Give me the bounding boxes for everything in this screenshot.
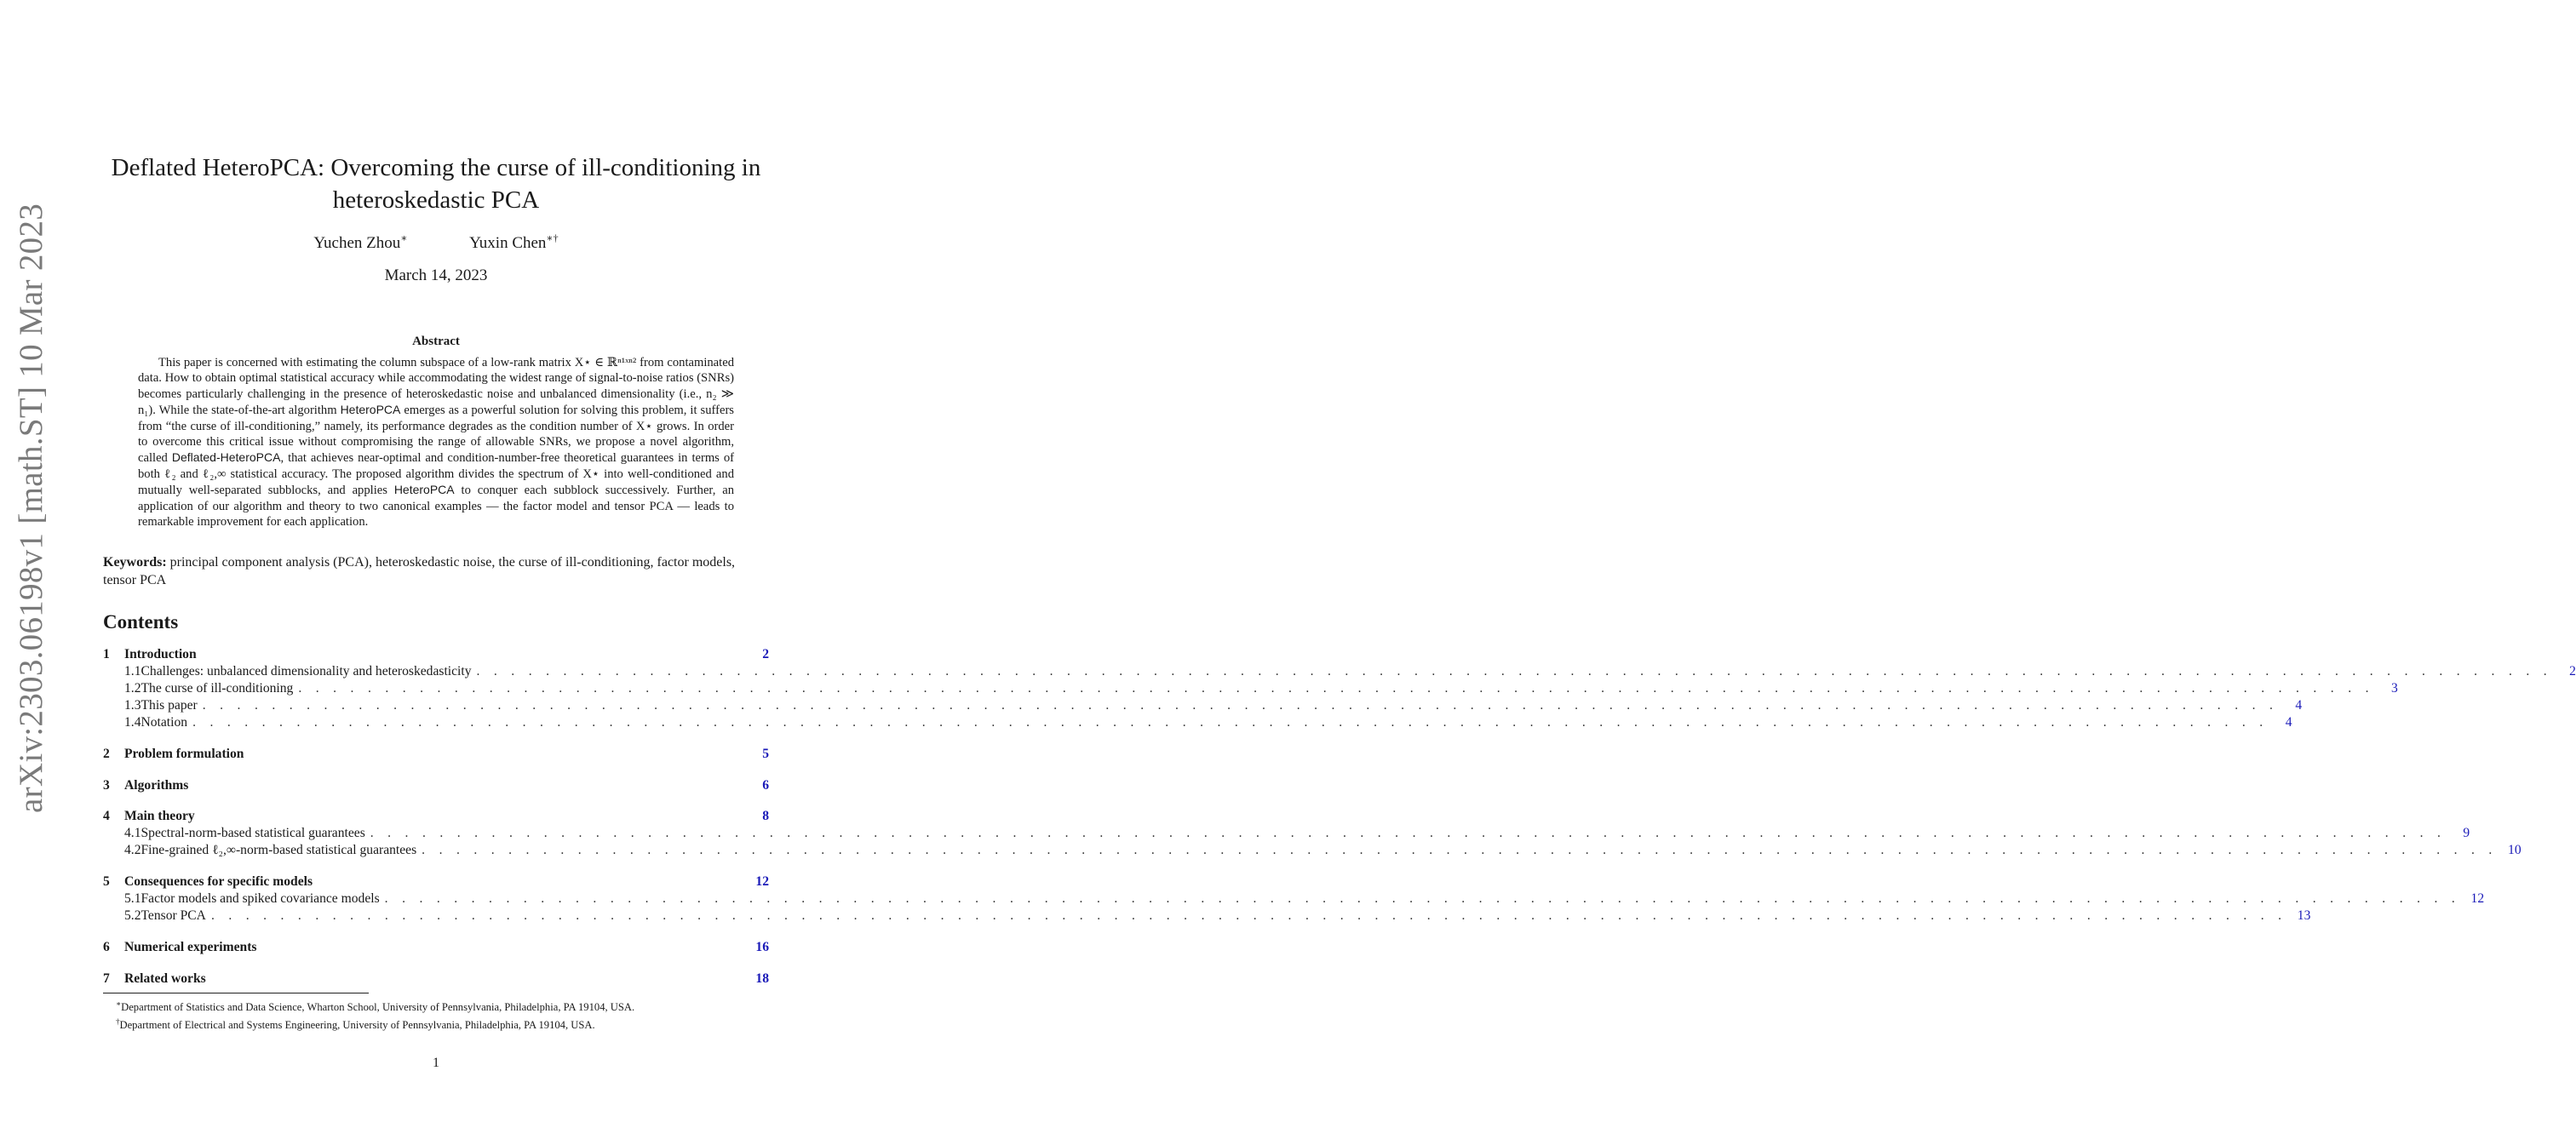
toc-section-number: 5 xyxy=(103,874,110,890)
author-1-name: Yuchen Zhou xyxy=(313,234,401,253)
toc-section[interactable] xyxy=(103,940,769,957)
algorithm-name-heteropca: HeteroPCA xyxy=(340,403,401,417)
abstract-heading: Abstract xyxy=(412,335,460,348)
toc-section[interactable] xyxy=(103,874,769,891)
toc-page-link[interactable]: 18 xyxy=(755,971,769,986)
toc-leader-dots: . . . . . . . . . . . . . . . . . . . . . . . . . . . . . . . . . . . . . . . . . . . . . . . . . . . . . . . . . . . . . . . . . . . . . . . . . . . . . . . . . . . . . . . . . . . . . . . . . . . . . . . . . . . . . . . . . . . . . . . . xyxy=(298,681,2374,696)
toc-page-link[interactable]: 2 xyxy=(2569,664,2576,679)
toc-leader-dots: . . . . . . . . . . . . . . . . . . . . . . . . . . . . . . . . . . . . . . . . . . . . . . . . . . . . . . . . . . . . . . . . . . . . . . . . . . . . . . . . . . . . . . . . . . . . . . . . . . . . . . . . . . . . . . . . . . . . . . . . xyxy=(422,843,2498,858)
toc-section[interactable] xyxy=(103,778,769,795)
keywords-text: principal component analysis (PCA), heteroskedastic noise, the curse of ill-conditioning, factor models, tensor PCA xyxy=(103,555,736,587)
toc-leader-dots: . . . . . . . . . . . . . . . . . . . . . . . . . . . . . . . . . . . . . . . . . . . . . . . . . . . . . . . . . . . . . . . . . . . . . . . . . . . . . . . . . . . . . . . . . . . . . . . . . . . . . . . . . . . . . . . . . . . . . . . . xyxy=(476,664,2552,679)
toc-subsection-title[interactable]: Challenges: unbalanced dimensionality and heteroskedasticity xyxy=(141,664,472,679)
toc-page-link[interactable]: 16 xyxy=(755,939,769,954)
toc-page-link[interactable]: 2 xyxy=(762,647,769,661)
abstract-part-1: This paper is concerned with estimating the column subspace of a low-rank matrix X⋆ ∈ ℝⁿ¹ˣⁿ² from contaminated data. How to obtain optimal statistical accuracy while accommodating the widest range of signal-to-noise ratios (SNRs) becomes particularly challenging in the presence of heteroskedastic noise and unbalanced dimensionality (i.e., n₂ ≫ n₁). While the state-of-the-art algorithm xyxy=(138,356,734,418)
page-number: 1 xyxy=(433,1056,439,1070)
toc-subsection[interactable] xyxy=(103,664,2576,681)
toc-section-title[interactable]: Introduction xyxy=(124,647,197,661)
toc-subsection[interactable] xyxy=(103,715,2292,732)
toc-subsection[interactable] xyxy=(103,681,2398,698)
toc-page-link[interactable]: 13 xyxy=(2297,908,2311,924)
toc-section-title[interactable]: Related works xyxy=(124,971,206,986)
author-1-marks: ∗ xyxy=(400,232,408,244)
toc-page-link[interactable]: 8 xyxy=(762,809,769,824)
toc-page-link[interactable]: 12 xyxy=(755,874,769,890)
toc-subsection-number: 1.2 xyxy=(124,681,141,696)
author-list xyxy=(0,232,872,253)
algorithm-name-heteropca-2: HeteroPCA xyxy=(393,483,455,497)
toc-page-link[interactable]: 4 xyxy=(2295,698,2303,713)
toc-page-link[interactable]: 6 xyxy=(762,777,769,793)
toc-page-link[interactable]: 9 xyxy=(2463,826,2470,841)
toc-section[interactable] xyxy=(103,647,769,664)
toc-page-link[interactable]: 10 xyxy=(2508,843,2521,858)
toc-section[interactable] xyxy=(103,747,769,764)
toc-section-number: 6 xyxy=(103,939,110,954)
toc-leader-dots: . . . . . . . . . . . . . . . . . . . . . . . . . . . . . . . . . . . . . . . . . . . . . . . . . . . . . . . . . . . . . . . . . . . . . . . . . . . . . . . . . . . . . . . . . . . . . . . . . . . . . . . . . . . . . . . . . . . . . . . . xyxy=(370,826,2447,841)
keywords xyxy=(103,553,769,589)
toc-subsection-title[interactable]: Factor models and spiked covariance models xyxy=(141,891,380,907)
toc-subsection[interactable] xyxy=(103,843,2521,860)
toc-section-number: 4 xyxy=(103,809,110,824)
toc-subsection-number: 4.1 xyxy=(124,826,141,841)
toc-subsection-number: 5.2 xyxy=(124,908,141,924)
toc-subsection-title[interactable]: Fine-grained ℓ₂,∞-norm-based statistical guarantees xyxy=(141,843,417,858)
toc-section-number: 2 xyxy=(103,746,110,761)
abstract-part-4: to conquer each subblock successively. Further, an application of our algorithm and theory to two canonical examples — the factor model and tensor PCA — leads to remarkable improvement for each application. xyxy=(138,484,735,530)
toc-subsection[interactable] xyxy=(103,908,2311,925)
contents-heading: Contents xyxy=(103,611,179,633)
footnote-1-text: Department of Statistics and Data Science, Wharton School, University of Pennsylvania, Philadelphia, PA 19104, USA. xyxy=(121,1001,635,1014)
keywords-label: Keywords: xyxy=(103,555,167,570)
toc-section[interactable] xyxy=(103,971,769,988)
toc-subsection-title[interactable]: This paper xyxy=(141,698,198,713)
toc-subsection[interactable] xyxy=(103,826,2470,843)
abstract-part-2: emerges as a powerful solution for solving this problem, it suffers from “the curse of ill-conditioning,” namely, its performance degrades as the condition number of X⋆ grows. In order to overcome this critical issue without compromising the range of allowable SNRs, we propose a novel algorithm, called xyxy=(138,404,734,466)
toc-subsection-title[interactable]: Notation xyxy=(141,715,188,730)
footnote-1-mark: ∗ xyxy=(116,999,122,1008)
toc-page-link[interactable]: 4 xyxy=(2285,715,2292,730)
toc-subsection-number: 1.3 xyxy=(124,698,141,713)
toc-subsection-title[interactable]: The curse of ill-conditioning xyxy=(141,681,294,696)
toc-subsection-number: 1.4 xyxy=(124,715,141,730)
toc-section-number: 1 xyxy=(103,647,110,661)
toc-subsection[interactable] xyxy=(103,891,2485,908)
author-1 xyxy=(313,234,407,252)
abstract-body xyxy=(138,355,734,530)
author-2-name: Yuxin Chen xyxy=(469,234,547,253)
table-of-contents xyxy=(103,647,2576,988)
author-2-marks: ∗† xyxy=(546,232,559,244)
toc-leader-dots: . . . . . . . . . . . . . . . . . . . . . . . . . . . . . . . . . . . . . . . . . . . . . . . . . . . . . . . . . . . . . . . . . . . . . . . . . . . . . . . . . . . . . . . . . . . . . . . . . . . . . . . . . . . . . . . . . . . . . . . . xyxy=(384,891,2461,907)
footnote-1 xyxy=(116,997,780,1015)
toc-section-title[interactable]: Algorithms xyxy=(124,777,189,793)
abstract-part-3: , that achieves near-optimal and condition-number-free theoretical guarantees in terms of both ℓ₂ and ℓ₂,∞ statistical accuracy. The proposed algorithm divides the spectrum of X⋆ into well-conditioned and mutually well-separated subblocks, and applies xyxy=(138,451,734,498)
toc-subsection-number: 5.1 xyxy=(124,891,141,907)
toc-leader-dots: . . . . . . . . . . . . . . . . . . . . . . . . . . . . . . . . . . . . . . . . . . . . . . . . . . . . . . . . . . . . . . . . . . . . . . . . . . . . . . . . . . . . . . . . . . . . . . . . . . . . . . . . . . . . . . . . . . . . . . . . xyxy=(202,698,2279,713)
toc-section-number: 3 xyxy=(103,777,110,793)
algorithm-name-deflated-heteropca: Deflated-HeteroPCA xyxy=(171,450,281,465)
toc-subsection[interactable] xyxy=(103,698,2303,715)
toc-subsection-number: 4.2 xyxy=(124,843,141,858)
toc-section-title[interactable]: Main theory xyxy=(124,809,195,824)
footnotes xyxy=(116,997,780,1032)
paper-title: Deflated HeteroPCA: Overcoming the curse of ill-conditioning in heteroskedastic PCA xyxy=(111,154,761,214)
arxiv-side-stamp: arXiv:2303.06198v1 [math.ST] 10 Mar 2023 xyxy=(13,203,49,813)
toc-subsection-number: 1.1 xyxy=(124,664,141,679)
toc-leader-dots: . . . . . . . . . . . . . . . . . . . . . . . . . . . . . . . . . . . . . . . . . . . . . . . . . . . . . . . . . . . . . . . . . . . . . . . . . . . . . . . . . . . . . . . . . . . . . . . . . . . . . . . . . . . . . . . . . . . . . . . . xyxy=(192,715,2269,730)
toc-page-link[interactable]: 12 xyxy=(2470,891,2485,907)
toc-page-link[interactable]: 5 xyxy=(762,746,769,761)
author-2 xyxy=(469,234,558,252)
footnote-2-mark: † xyxy=(116,1016,120,1026)
toc-section[interactable] xyxy=(103,809,769,826)
paper-date: March 14, 2023 xyxy=(384,266,488,284)
toc-page-link[interactable]: 3 xyxy=(2391,681,2398,696)
toc-section-title[interactable]: Numerical experiments xyxy=(124,939,257,954)
footnote-2-text: Department of Electrical and Systems Engineering, University of Pennsylvania, Philadelphia, PA 19104, USA. xyxy=(119,1018,595,1031)
toc-subsection-title[interactable]: Spectral-norm-based statistical guarantees xyxy=(141,826,365,841)
toc-section-title[interactable]: Problem formulation xyxy=(124,746,244,761)
toc-subsection-title[interactable]: Tensor PCA xyxy=(141,908,206,924)
toc-leader-dots: . . . . . . . . . . . . . . . . . . . . . . . . . . . . . . . . . . . . . . . . . . . . . . . . . . . . . . . . . . . . . . . . . . . . . . . . . . . . . . . . . . . . . . . . . . . . . . . . . . . . . . . . . . . . . . . . . . . . . . . . xyxy=(210,908,2287,924)
toc-section-title[interactable]: Consequences for specific models xyxy=(124,874,313,890)
toc-section-number: 7 xyxy=(103,971,110,986)
footnote-2 xyxy=(116,1015,780,1033)
